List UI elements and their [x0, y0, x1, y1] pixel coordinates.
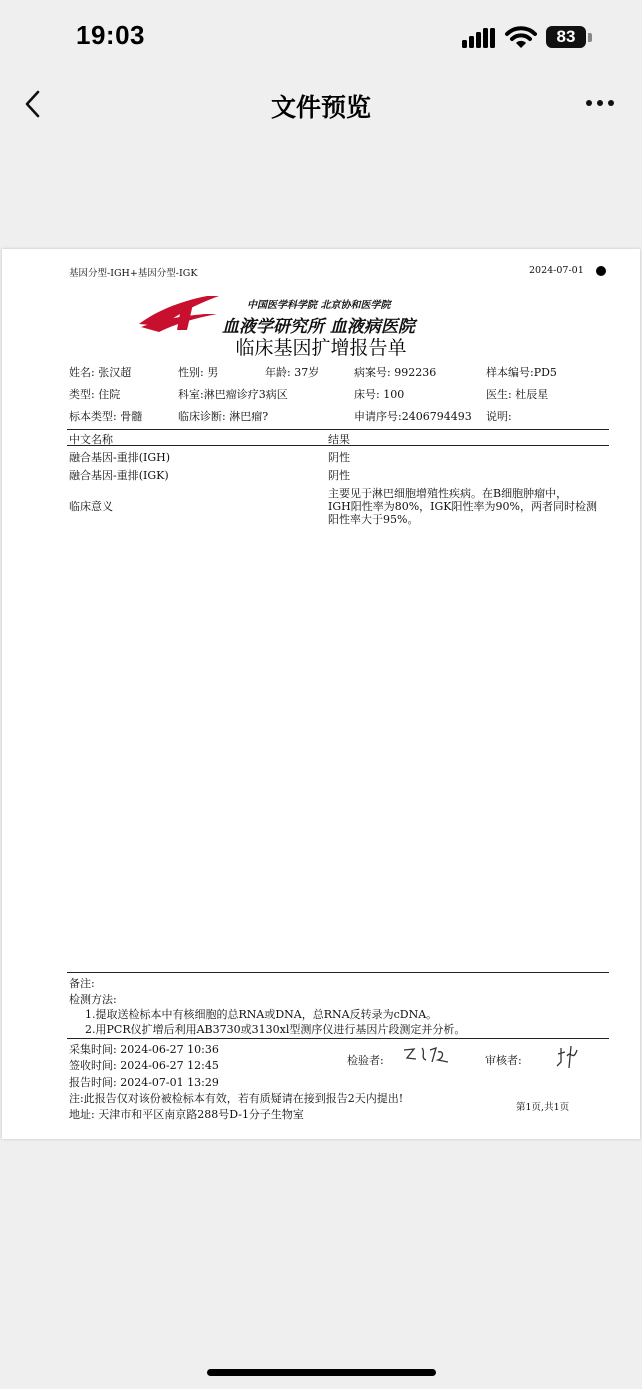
clinical-meaning-line: 阳性率大于95%。 [328, 513, 419, 526]
specimen-type: 标本类型: 骨髓 [69, 410, 143, 423]
footer-mid-rule [67, 1038, 609, 1039]
battery-indicator: 83 [546, 26, 586, 48]
table-header-rule [67, 445, 609, 446]
apply-number: 申请序号:2406794493 [354, 410, 472, 423]
cellular-signal-icon [462, 27, 496, 49]
validity-note: 注:此报告仅对该份被检标本有效，若有质疑请在接到报告2天内提出! [69, 1092, 404, 1105]
method-label: 检测方法: [69, 993, 117, 1006]
clinical-diagnosis: 临床诊断: 淋巴瘤? [178, 410, 269, 423]
patient-type: 类型: 住院 [69, 388, 121, 401]
report-time: 报告时间: 2024-07-01 13:29 [69, 1076, 219, 1089]
receive-time: 签收时间: 2024-06-27 12:45 [69, 1059, 219, 1072]
remarks-label: 说明: [486, 410, 512, 423]
footer-top-rule [67, 972, 609, 973]
page-title: 文件预览 [270, 93, 371, 122]
patient-age: 年龄: 37岁 [265, 366, 320, 379]
org-name-line1: 中国医学科学院 北京协和医学院 [247, 300, 391, 311]
battery-cap [588, 33, 592, 42]
org-name-line2: 血液学研究所 血液病医院 [222, 317, 415, 337]
remark-label: 备注: [69, 977, 95, 990]
lab-address: 地址: 天津市和平区南京路288号D-1分子生物室 [69, 1108, 304, 1121]
patient-sex: 性别: 男 [178, 366, 219, 379]
method-step-2: 2.用PCR仪扩增后利用AB3730或3130xl型测序仪进行基因片段测定并分析。 [85, 1023, 466, 1036]
collect-time: 采集时间: 2024-06-27 10:36 [69, 1043, 219, 1056]
column-header-name: 中文名称 [69, 433, 113, 446]
status-time: 19:03 [76, 20, 145, 50]
case-number: 病案号: 992236 [354, 366, 437, 379]
home-indicator[interactable] [207, 1369, 436, 1376]
report-test-name: 基因分型-IGH+基因分型-IGK [69, 268, 198, 279]
page-indicator: 第1页,共1页 [516, 1102, 570, 1113]
clinical-meaning-line: IGH阳性率为80%，IGK阳性率为90%，两者同时检测 [328, 500, 597, 513]
column-header-result: 结果 [328, 433, 350, 446]
more-options-icon[interactable] [584, 98, 616, 108]
reviewer-label: 审核者: [485, 1054, 522, 1067]
method-step-1: 1.提取送检标本中有核细胞的总RNA或DNA，总RNA反转录为cDNA。 [85, 1008, 438, 1021]
report-title: 临床基因扩增报告单 [235, 337, 407, 359]
wifi-icon [505, 25, 537, 49]
table-row-name: 融合基因-重排(IGH) [69, 451, 171, 464]
table-top-rule [67, 429, 609, 430]
reviewer-signature-icon [555, 1044, 581, 1070]
table-row-result: 阴性 [328, 469, 350, 482]
doctor: 医生: 杜辰星 [486, 388, 549, 401]
hospital-logo-icon [137, 294, 223, 334]
clinical-meaning-label: 临床意义 [69, 500, 113, 513]
department: 科室:淋巴瘤诊疗3病区 [178, 388, 288, 401]
inspector-signature-icon [400, 1044, 452, 1068]
inspector-label: 检验者: [347, 1054, 384, 1067]
record-dot-icon [596, 266, 606, 276]
bed-number: 床号: 100 [354, 388, 405, 401]
patient-name: 姓名: 张汉超 [69, 366, 132, 379]
report-date: 2024-07-01 [529, 265, 584, 276]
table-row-name: 融合基因-重排(IGK) [69, 469, 169, 482]
clinical-meaning-line: 主要见于淋巴细胞增殖性疾病。在B细胞肿瘤中， [328, 487, 568, 500]
table-row-result: 阴性 [328, 451, 350, 464]
sample-number: 样本编号:PD5 [486, 366, 557, 379]
